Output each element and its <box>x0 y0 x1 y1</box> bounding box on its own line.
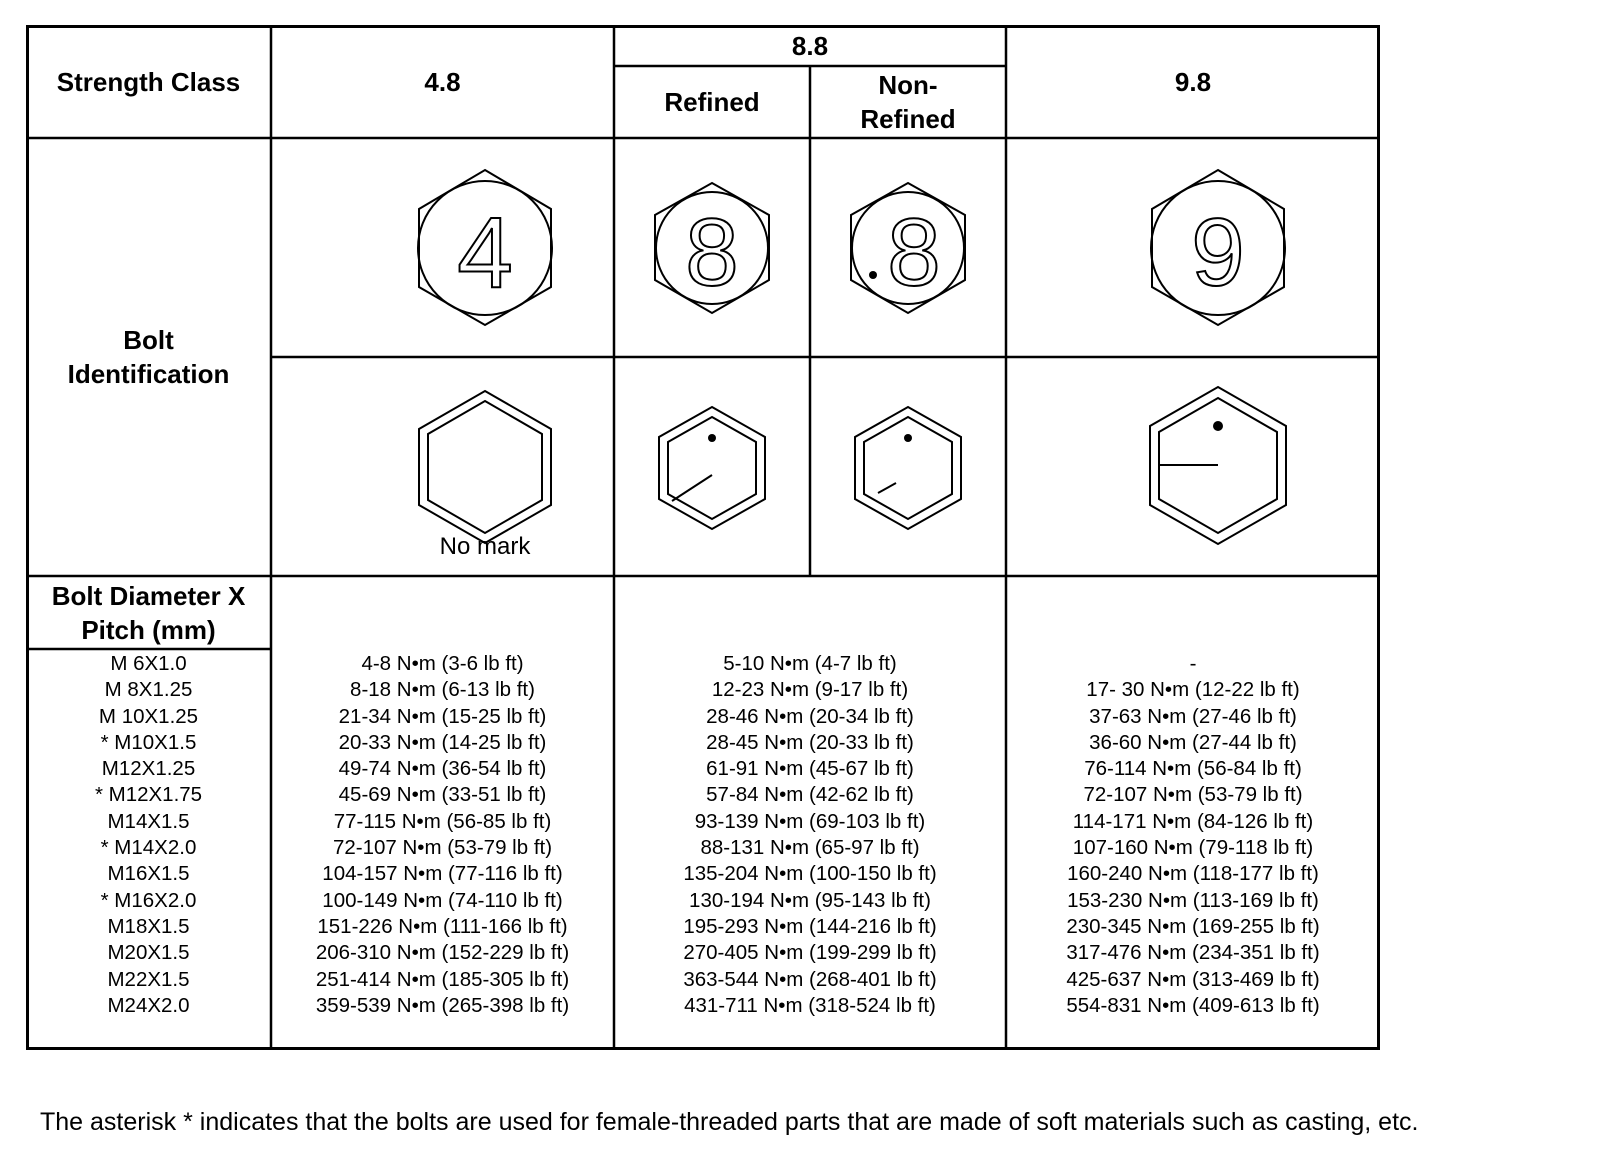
torque-48-cell: 100-149 N•m (74-110 lb ft) <box>322 888 563 912</box>
bolt-head-88-refined-icon <box>632 165 792 335</box>
bolt-size-cell: M22X1.5 <box>107 967 190 991</box>
torque-48-cell: 8-18 N•m (6-13 lb ft) <box>350 678 535 702</box>
bolt-head-48-icon <box>405 165 565 335</box>
torque-88-cell: 363-544 N•m (268-401 lb ft) <box>683 967 937 991</box>
torque-98-cell: 317-476 N•m (234-351 lb ft) <box>1066 941 1320 965</box>
torque-98-cell: 76-114 N•m (56-84 lb ft) <box>1084 757 1302 781</box>
torque-88-cell: 28-46 N•m (20-34 lb ft) <box>706 704 914 728</box>
torque-98-cell: 17- 30 N•m (12-22 lb ft) <box>1086 678 1300 702</box>
bolt-size-cell: * M10X1.5 <box>100 730 197 754</box>
torque-98-cell: 160-240 N•m (118-177 lb ft) <box>1067 862 1319 886</box>
torque-88-cell: 270-405 N•m (199-299 lb ft) <box>683 941 937 965</box>
bolt-size-cell: * M14X2.0 <box>100 836 197 860</box>
nut-88-refined-icon <box>632 383 792 553</box>
refined-header: Refined <box>664 87 760 117</box>
torque-98-cell: 153-230 N•m (113-169 lb ft) <box>1067 888 1319 912</box>
torque-88-cell: 135-204 N•m (100-150 lb ft) <box>683 862 937 886</box>
head-mark-88-refined: 8 <box>685 199 739 306</box>
torque-48-column <box>271 651 614 1019</box>
class-88-header: 8.8 <box>791 30 829 61</box>
bolt-diameter-header: Bolt Diameter X Pitch (mm) <box>51 580 246 645</box>
class-48-header: 4.8 <box>424 66 461 97</box>
nut-88-nonrefined-icon <box>828 383 988 553</box>
torque-88-column <box>614 651 1006 1019</box>
torque-88-cell: 57-84 N•m (42-62 lb ft) <box>706 783 914 807</box>
torque-98-cell: 554-831 N•m (409-613 lb ft) <box>1066 993 1320 1017</box>
bolt-size-cell: M12X1.25 <box>101 757 196 781</box>
torque-88-cell: 195-293 N•m (144-216 lb ft) <box>683 914 937 938</box>
torque-98-cell: 230-345 N•m (169-255 lb ft) <box>1066 914 1320 938</box>
torque-48-cell: 206-310 N•m (152-229 lb ft) <box>315 941 570 965</box>
torque-88-cell: 28-45 N•m (20-33 lb ft) <box>706 730 914 754</box>
torque-48-cell: 77-115 N•m (56-85 lb ft) <box>333 809 552 833</box>
torque-88-cell: 5-10 N•m (4-7 lb ft) <box>723 652 897 675</box>
bolt-size-cell: M 8X1.25 <box>104 678 193 702</box>
footnote: The asterisk * indicates that the bolts are used for female-threaded parts that are made of soft materials such as casting, etc. <box>40 1108 1419 1136</box>
bolt-size-column <box>26 651 271 1019</box>
torque-88-cell: 88-131 N•m (65-97 lb ft) <box>700 836 920 860</box>
strength-class-label: Strength Class <box>56 66 241 97</box>
torque-98-column <box>1006 651 1380 1019</box>
non-refined-header: Non- Refined <box>860 70 956 134</box>
torque-98-cell: 36-60 N•m (27-44 lb ft) <box>1089 730 1297 754</box>
bolt-head-98-icon <box>1138 165 1298 335</box>
head-mark-48: 4 <box>457 197 513 309</box>
bolt-size-cell: M24X2.0 <box>107 993 190 1017</box>
torque-98-cell: 72-107 N•m (53-79 lb ft) <box>1083 783 1303 807</box>
bolt-size-cell: M20X1.5 <box>107 941 190 965</box>
torque-88-cell: 431-711 N•m (318-524 lb ft) <box>684 993 936 1017</box>
torque-48-cell: 49-74 N•m (36-54 lb ft) <box>338 757 547 781</box>
bolt-size-cell: * M16X2.0 <box>100 888 197 912</box>
torque-48-cell: 21-34 N•m (15-25 lb ft) <box>338 704 547 728</box>
torque-98-cell: 425-637 N•m (313-469 lb ft) <box>1066 967 1320 991</box>
bolt-size-cell: M 6X1.0 <box>110 652 187 675</box>
head-mark-98: 9 <box>1191 199 1245 306</box>
bolt-size-cell: M16X1.5 <box>107 862 190 886</box>
torque-98-cell: 114-171 N•m (84-126 lb ft) <box>1072 809 1314 833</box>
bolt-size-cell: M18X1.5 <box>107 914 190 938</box>
bolt-head-88-nonrefined-icon <box>828 165 988 335</box>
class-98-header: 9.8 <box>1174 66 1212 97</box>
nut-98-icon <box>1138 383 1298 553</box>
torque-table <box>26 25 1380 1050</box>
no-mark-label: No mark <box>439 533 531 560</box>
torque-48-cell: 72-107 N•m (53-79 lb ft) <box>332 836 553 860</box>
torque-48-cell: 20-33 N•m (14-25 lb ft) <box>338 730 547 754</box>
torque-98-cell: 37-63 N•m (27-46 lb ft) <box>1089 704 1297 728</box>
torque-48-cell: 45-69 N•m (33-51 lb ft) <box>338 783 547 807</box>
torque-48-cell: 151-226 N•m (111-166 lb ft) <box>317 914 568 938</box>
torque-98-cell: 107-160 N•m (79-118 lb ft) <box>1072 836 1314 860</box>
torque-98-cell: - <box>1189 652 1197 675</box>
torque-48-cell: 359-539 N•m (265-398 lb ft) <box>315 993 570 1017</box>
torque-88-cell: 12-23 N•m (9-17 lb ft) <box>711 678 909 702</box>
bolt-identification-label: Bolt Identification <box>67 325 230 389</box>
torque-88-cell: 61-91 N•m (45-67 lb ft) <box>706 757 914 781</box>
torque-88-cell: 93-139 N•m (69-103 lb ft) <box>694 809 926 833</box>
bolt-size-cell: M14X1.5 <box>107 809 190 833</box>
nut-48-no-mark-icon <box>405 383 565 553</box>
torque-48-cell: 104-157 N•m (77-116 lb ft) <box>322 862 563 886</box>
bolt-size-cell: * M12X1.75 <box>94 783 203 807</box>
bolt-size-cell: M 10X1.25 <box>98 704 199 728</box>
torque-88-cell: 130-194 N•m (95-143 lb ft) <box>689 888 931 912</box>
head-mark-88-nonrefined: 8 <box>887 199 941 306</box>
torque-48-cell: 4-8 N•m (3-6 lb ft) <box>361 652 524 675</box>
torque-48-cell: 251-414 N•m (185-305 lb ft) <box>315 967 570 991</box>
